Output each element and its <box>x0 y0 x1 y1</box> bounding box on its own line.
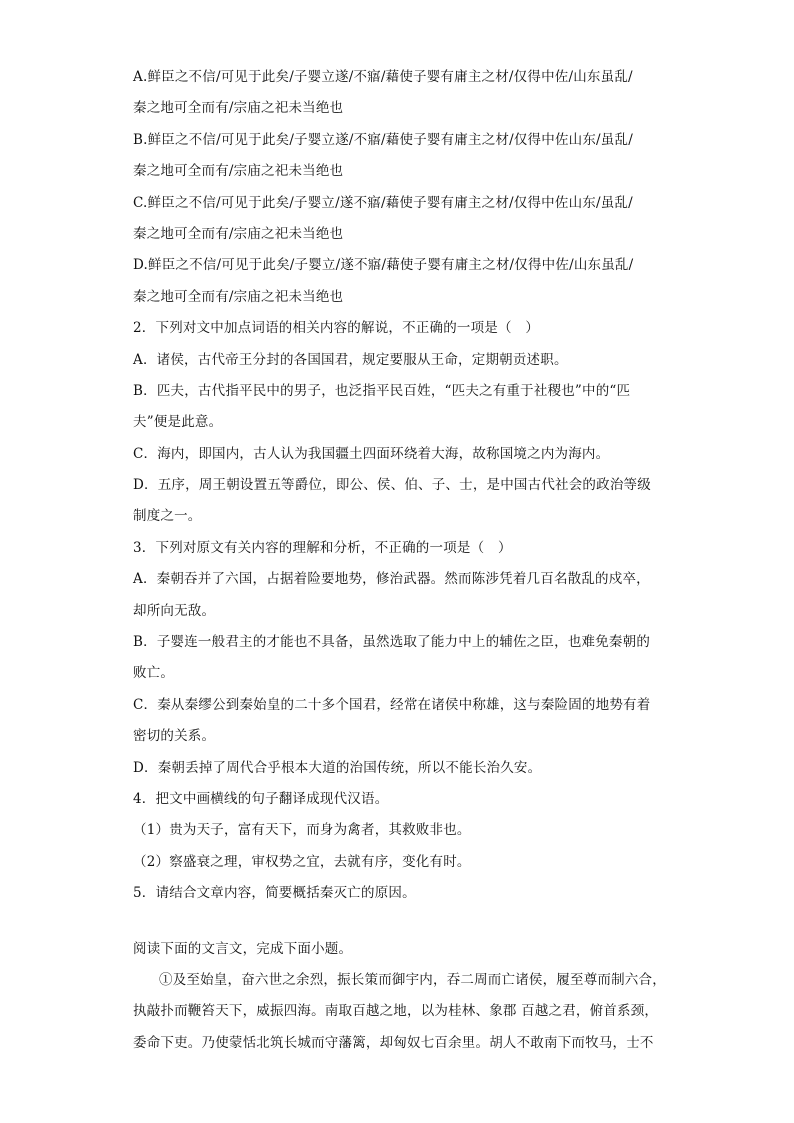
question-1-options <box>133 62 663 313</box>
document-body <box>133 62 666 1059</box>
question-2-option-d-line-2: 制度之一。 <box>133 508 202 525</box>
question-3-option-a-line-1: A．秦朝吞并了六国，占据着险要地势，修治武器。然而陈涉凭着几百名散乱的戍卒， <box>133 571 650 588</box>
question-3-stem: 3．下列对原文有关内容的理解和分析，不正确的一项是（ ） <box>133 539 512 556</box>
passage-line-3: 委命下吏。乃使蒙恬北筑长城而守藩篱，却匈奴七百余里。胡人不敢南下而牧马，士不 <box>133 1034 654 1051</box>
option-a-line-1: A.鲜臣之不信/可见于此矣/子婴立遂/不寤/藉使子婴有庸主之材/仅得中佐/山东虽乱/ <box>133 69 633 85</box>
question-2-option-a: A．诸侯，古代帝王分封的各国国君，规定要服从王命，定期朝贡述职。 <box>133 351 568 368</box>
question-3-option-a-line-2: 却所向无敌。 <box>133 602 216 619</box>
question-5 <box>133 878 663 909</box>
question-3-option-c-line-1: C．秦从秦缪公到秦始皇的二十多个国君，经常在诸侯中称雄，这与秦险固的地势有着 <box>133 696 651 713</box>
question-3-option-b-line-2: 败亡。 <box>133 665 175 682</box>
question-2-option-c: C．海内，即国内，古人认为我国疆土四面环绕着大海，故称国境之内为海内。 <box>133 445 610 462</box>
option-a-line-2: 秦之地可全而有/宗庙之祀未当绝也 <box>133 100 344 117</box>
question-3-option-c-line-2: 密切的关系。 <box>133 728 216 745</box>
question-3-option-d: D．秦朝丢掉了周代合乎根本大道的治国传统，所以不能长治久安。 <box>133 759 542 776</box>
question-2 <box>133 313 663 533</box>
question-2-option-d-line-1: D．五序，周王朝设置五等爵位，即公、侯、伯、子、士，是中国古代社会的政治等级 <box>133 477 651 494</box>
option-c-line-2: 秦之地可全而有/宗庙之祀未当绝也 <box>133 225 344 242</box>
passage-intro: 阅读下面的文言文，完成下面小题。 <box>133 940 353 957</box>
option-b-line-1: B.鲜臣之不信/可见于此矣/子婴立遂/不寤/藉使子婴有庸主之材/仅得中佐山东/虽乱/ <box>133 131 633 148</box>
passage-line-1: ①及至始皇，奋六世之余烈，振长策而御宇内，吞二周而亡诸侯，履至尊而制六合， <box>159 971 666 988</box>
question-5-stem: 5．请结合文章内容，简要概括秦灭亡的原因。 <box>133 885 416 902</box>
question-4 <box>133 784 663 878</box>
question-2-stem: 2．下列对文中加点词语的相关内容的解说，不正确的一项是（ ） <box>133 320 540 337</box>
question-2-option-b-line-1: B．匹夫，古代指平民中的男子，也泛指平民百姓，“匹夫之有重于社稷也”中的“匹 <box>133 382 631 399</box>
passage-line-2: 执敲扑而鞭笞天下，威振四海。南取百越之地，以为桂林、象郡 百越之君，俯首系颈， <box>133 1003 659 1020</box>
question-3-option-b-line-1: B．子婴连一般君主的才能也不具备，虽然选取了能力中上的辅佐之臣，也难免秦朝的 <box>133 634 651 651</box>
question-4-item-2: （2）察盛衰之理，审权势之宜，去就有序，变化有时。 <box>133 853 471 870</box>
section-gap <box>133 910 663 934</box>
question-3 <box>133 533 663 784</box>
option-d-line-2: 秦之地可全而有/宗庙之祀未当绝也 <box>133 288 344 305</box>
question-4-item-1: （1）贵为天子，富有天下，而身为禽者，其救败非也。 <box>133 822 471 839</box>
option-b-line-2: 秦之地可全而有/宗庙之祀未当绝也 <box>133 163 344 180</box>
option-c-line-1: C.鲜臣之不信/可见于此矣/子婴立/遂不寤/藉使子婴有庸主之材/仅得中佐山东/虽乱/ <box>133 194 633 211</box>
question-4-stem: 4．把文中画横线的句子翻译成现代汉语。 <box>133 790 389 807</box>
reading-passage <box>133 934 666 1060</box>
option-d-line-1: D.鲜臣之不信/可见于此矣/子婴立/遂不寤/藉使子婴有庸主之材/仅得中佐/山东虽乱/ <box>133 257 634 274</box>
question-2-option-b-line-2: 夫”便是此意。 <box>133 414 223 431</box>
